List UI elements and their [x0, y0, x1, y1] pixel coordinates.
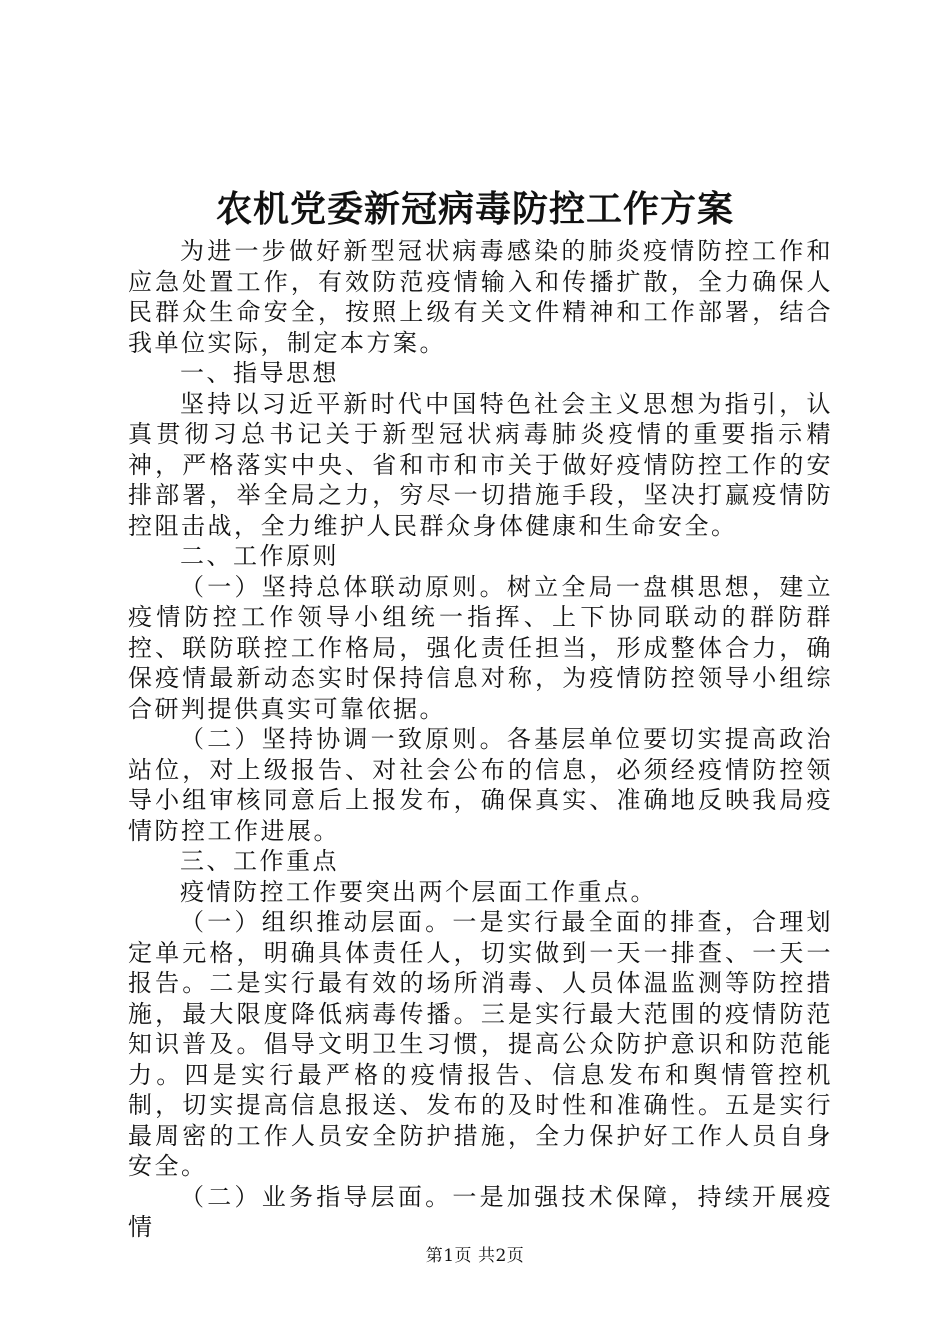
page-number-footer: 第1页 共2页 [425, 1246, 525, 1266]
principle-1-paragraph: （一）坚持总体联动原则。树立全局一盘棋思想，建立疫情防控工作领导小组统一指挥、上下协同联动的群防群控、联防联控工作格局，强化责任担当，形成整体合力，确保疫情最新动态实时保持信息对称，为疫情防控领导小组综合研判提供真实可靠依据。 [128, 572, 833, 723]
guiding-ideology-paragraph: 坚持以习近平新时代中国特色社会主义思想为指引，认真贯彻习总书记关于新型冠状病毒肺炎疫情的重要指示精神，严格落实中央、省和市和市关于做好疫情防控工作的安排部署，举全局之力，穷尽一切措施手段，坚决打赢疫情防控阻击战，全力维护人民群众身体健康和生命安全。 [128, 389, 833, 540]
section-heading-guiding-ideology: 一、指导思想 [180, 359, 339, 387]
intro-paragraph: 为进一步做好新型冠状病毒感染的肺炎疫情防控工作和应急处置工作，有效防范疫情输入和传播扩散，全力确保人民群众生命安全，按照上级有关文件精神和工作部署，结合我单位实际，制定本方案。 [128, 237, 833, 357]
document-title: 农机党委新冠病毒防控工作方案 [215, 188, 734, 230]
section-heading-work-focus: 三、工作重点 [180, 847, 339, 875]
document-body [128, 236, 833, 1243]
work-focus-intro-paragraph: 疫情防控工作要突出两个层面工作重点。 [180, 877, 657, 906]
section-heading-work-principles: 二、工作原则 [180, 542, 339, 570]
focus-1-paragraph: （一）组织推动层面。一是实行最全面的排查，合理划定单元格，明确具体责任人，切实做到一天一排查、一天一报告。二是实行最有效的场所消毒、人员体温监测等防控措施，最大限度降低病毒传播。三是实行最大范围的疫情防范知识普及。倡导文明卫生习惯，提高公众防护意识和防范能力。四是实行最严格的疫情报告、信息发布和舆情管控机制，切实提高信息报送、发布的及时性和准确性。五是实行最周密的工作人员安全防护措施，全力保护好工作人员自身安全。 [128, 908, 833, 1180]
principle-2-paragraph: （二）坚持协调一致原则。各基层单位要切实提高政治站位，对上级报告、对社会公布的信息，必须经疫情防控领导小组审核同意后上报发布，确保真实、准确地反映我局疫情防控工作进展。 [128, 725, 833, 845]
focus-2-paragraph: （二）业务指导层面。一是加强技术保障，持续开展疫情 [128, 1182, 833, 1241]
